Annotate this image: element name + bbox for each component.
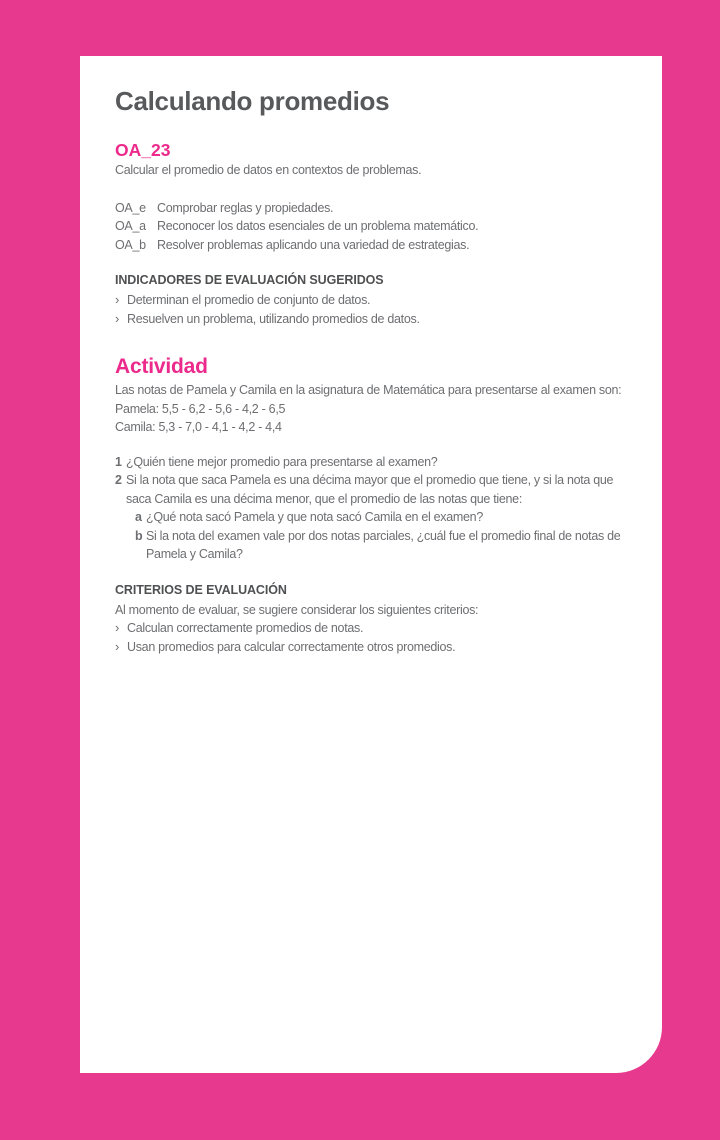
oa-objective-code: OA_b [115, 237, 146, 252]
indicator-text: Resuelven un problema, utilizando promedios de datos. [127, 311, 420, 326]
question-text [126, 453, 642, 472]
oa-objective-row [115, 236, 642, 255]
chevron-bullet-icon: › [115, 310, 120, 326]
question-line: saca Camila es una décima menor, que el promedio de las notas que tiene: [126, 491, 523, 506]
question-item [115, 471, 642, 508]
subquestion-item [135, 508, 642, 527]
oa-objective-text: Resolver problemas aplicando una variedad de estrategias. [157, 237, 470, 252]
question-line: ¿Quién tiene mejor promedio para presentarse al examen? [126, 454, 438, 469]
page-title: Calculando promedios [115, 86, 390, 116]
indicators-list [115, 291, 642, 328]
oa-objective-row [115, 199, 642, 218]
question-number: 1 [115, 454, 122, 469]
oa-description: Calcular el promedio de datos en contextos de problemas. [115, 163, 422, 177]
subquestion-text [146, 527, 642, 564]
activity-questions [115, 453, 642, 564]
chevron-bullet-icon: › [115, 292, 120, 307]
question-text [126, 471, 642, 508]
grades-line-camila: Camila: 5,3 - 7,0 - 4,1 - 4,2 - 4,4 [115, 420, 282, 434]
subquestion-text [146, 508, 642, 527]
question-line: ¿Qué nota sacó Pamela y que nota sacó Camila en el examen? [146, 510, 483, 524]
oa-objective-row [115, 217, 642, 236]
subquestion-letter: a [135, 510, 142, 524]
list-item [115, 638, 642, 657]
oa-objectives-list [115, 199, 642, 255]
oa-objective-text: Reconocer los datos esenciales de un problema matemático. [157, 219, 479, 233]
subquestion-item [135, 527, 642, 564]
criteria-heading: CRITERIOS DE EVALUACIÓN [115, 582, 287, 597]
activity-heading: Actividad [115, 355, 208, 378]
question-line: Pamela y Camila? [146, 547, 243, 561]
question-item [115, 453, 642, 472]
oa-code-heading: OA_23 [115, 140, 171, 160]
list-item [115, 310, 642, 329]
worksheet-card [80, 56, 662, 1073]
question-line: Si la nota del examen vale por dos notas parciales, ¿cuál fue el promedio final de notas de [146, 528, 621, 543]
activity-intro-block [115, 381, 642, 437]
subquestion-letter: b [135, 528, 143, 543]
question-number: 2 [115, 473, 122, 487]
indicators-heading: INDICADORES DE EVALUACIÓN SUGERIDOS [115, 273, 384, 287]
indicator-text: Determinan el promedio de conjunto de datos. [127, 293, 371, 307]
question-line: Si la nota que saca Pamela es una décima mayor que el promedio que tiene, y si la nota que [126, 473, 614, 487]
list-item [115, 619, 642, 638]
activity-section [115, 354, 642, 564]
oa-section [115, 139, 642, 254]
oa-objective-code: OA_e [115, 200, 146, 215]
worksheet-content [80, 56, 662, 656]
criteria-section [115, 582, 642, 657]
activity-intro: Las notas de Pamela y Camila en la asignatura de Matemática para presentarse al examen son: [115, 383, 622, 397]
grades-line-pamela: Pamela: 5,5 - 6,2 - 5,6 - 4,2 - 6,5 [115, 401, 286, 416]
chevron-bullet-icon: › [115, 620, 120, 635]
chevron-bullet-icon: › [115, 638, 120, 654]
criteria-text: Usan promedios para calcular correctamente otros promedios. [127, 639, 456, 654]
criteria-text: Calculan correctamente promedios de notas. [127, 621, 364, 635]
list-item [115, 291, 642, 310]
oa-objective-text: Comprobar reglas y propiedades. [157, 200, 334, 215]
criteria-intro: Al momento de evaluar, se sugiere considerar los siguientes criterios: [115, 602, 479, 617]
indicators-section [115, 272, 642, 328]
oa-objective-code: OA_a [115, 219, 146, 233]
criteria-list [115, 619, 642, 656]
